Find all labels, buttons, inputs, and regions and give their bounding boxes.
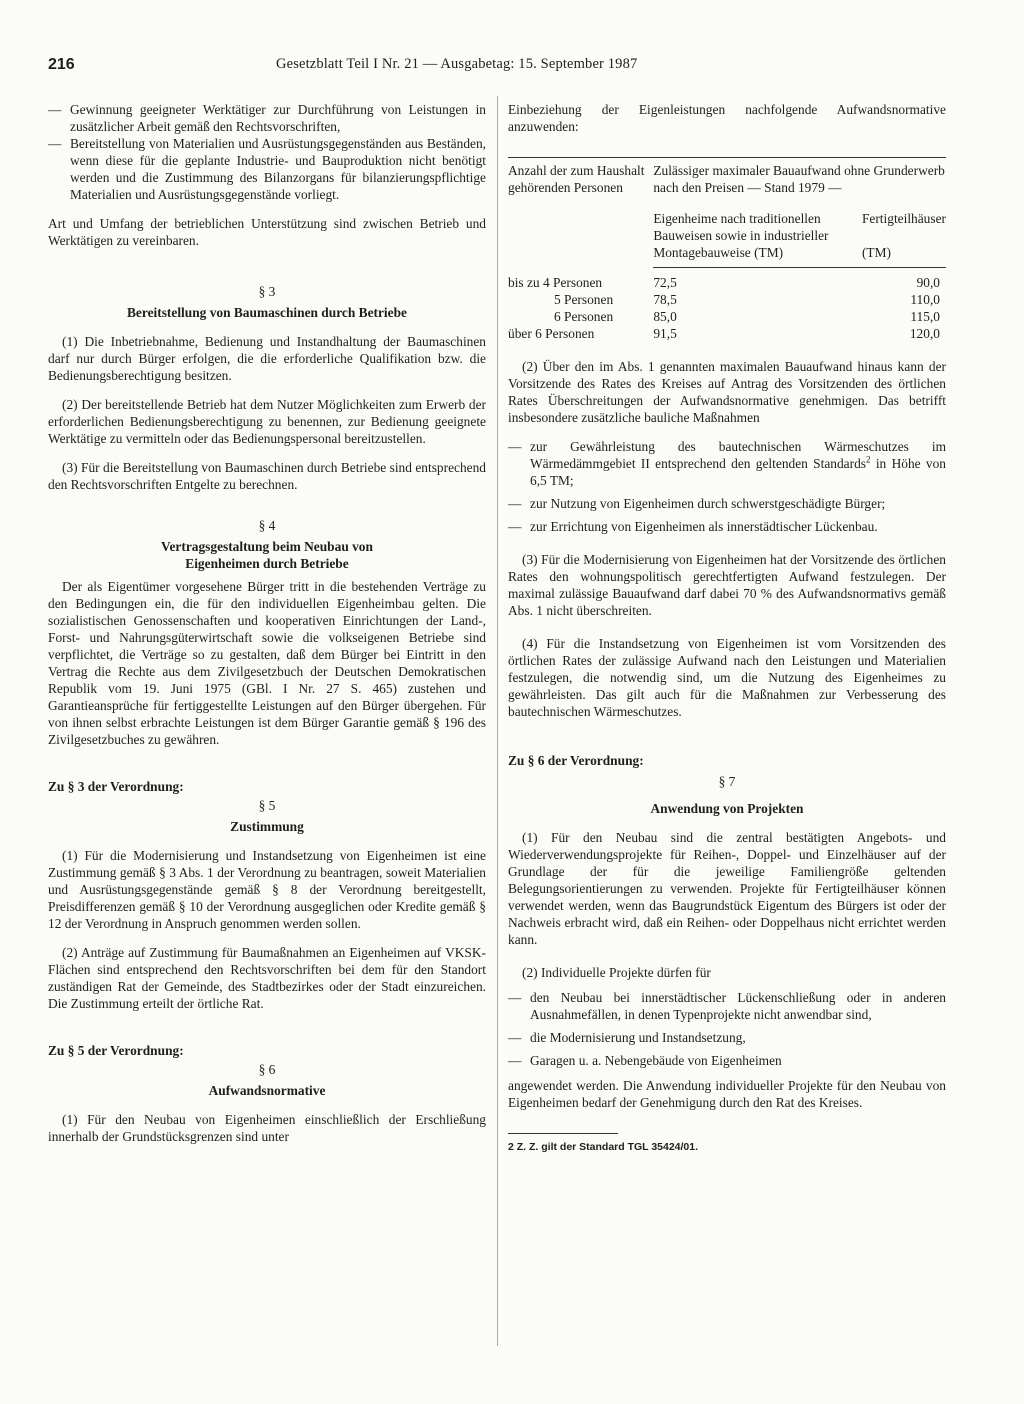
section-title-4-line1: Vertragsgestaltung beim Neubau von <box>161 539 373 554</box>
footnote: 2 Z. Z. gilt der Standard TGL 35424/01. <box>508 1141 699 1153</box>
table-cell-traditionell: 91,5 <box>653 326 677 341</box>
left-column <box>48 101 486 1145</box>
section-sign-3: § 3 <box>258 284 276 299</box>
dash-marker: — <box>48 102 62 117</box>
paragraph-s4-1: Der als Eigentümer vorgesehene Bürger tritt in die bestehenden Verträge zu den Bedingungen ein, die für den individuellen Eigenheimbau gelten. Die sozialistischen Genossenschaften und kooperativen Einrichtungen der Land-, Forst- und Nahrungsgüterwirtschaft sowie die volkseigenen Betriebe sind verpflichtet, die Verträge so zu gestalten, daß dem Bürger bei Eintritt in den Vertrag die Rechte aus dem Zivilgesetzbuch der Deutschen Demokratischen Republik vom 19. Juni 1975 (GBl. I Nr. 27 S. 465) zustehen und Garantieansprüche für fertiggestellte Leistungen auf den Bürger übergehen. Für von ihnen selbst erbrachte Leistungen ist dem Bürger Garantie gemäß § 196 des Zivilgesetzbuches zu gewähren. <box>48 579 486 747</box>
paragraph-s7-1: (1) Für den Neubau sind die zentral bestätigten Angebots- und Wiederverwendungsprojekte für Reihen-, Doppel- und Einzelhäuser auf der Grundlage der für die jeweilige Familiengröße geltenden Belegungsorientierungen zu verwenden. Projekte für Fertigteilhäuser können verwendet werden, wenn das Baugrundstück Eigentum des Bürgers ist oder der Nachweis erbracht wird, daß ein Reihen- oder Doppelhaus nicht errichtet werden kann. <box>508 830 946 947</box>
bullet-text: zur Gewährleistung des bautechnischen Wärmeschutzes im Wärmedämmgebiet II entsprechend den geltenden Standards <box>530 439 946 471</box>
aufwandsnormative-table <box>508 157 946 342</box>
paragraph-s3-3: (3) Für die Bereitstellung von Baumaschinen durch Betriebe sind entsprechend den Rechtsvorschriften Entgelte zu berechnen. <box>48 460 486 492</box>
section-sign-4: § 4 <box>258 518 276 533</box>
paragraph-s5-2: (2) Anträge auf Zustimmung für Baumaßnahmen an Eigenheimen auf VKSK-Flächen sind entsprechend den Rechtsvorschriften bei dem für den Standort zuständigen Rat der Gemeinde, des Stadtbezirkes oder der Stadt einzureichen. Die Zustimmung erteilt der örtliche Rat. <box>48 945 486 1011</box>
paragraph-s6-2: (2) Über den im Abs. 1 genannten maximalen Bauaufwand hinaus kann der Vorsitzende des Rates des Kreises auf Antrag des Vorsitzenden des örtlichen Rates Überschreitungen der Aufwandsnormative genehmigen. Das betrifft insbesondere zusätzliche bauliche Maßnahmen <box>508 359 946 425</box>
table-head-persons: Anzahl der zum Haushalt gehörenden Personen <box>508 158 653 268</box>
paragraph-s6-1: (1) Für den Neubau von Eigenheimen einschließlich der Erschließung innerhalb der Grundstücksgrenzen sind unter <box>48 1112 486 1144</box>
paragraph-s7-2: (2) Individuelle Projekte dürfen für <box>522 965 711 980</box>
section-title-4-line2: Eigenheimen durch Betriebe <box>185 556 349 571</box>
table-row <box>508 268 946 292</box>
list-item <box>508 518 946 535</box>
table-subhead-traditionell: Eigenheime nach traditionellen Bauweisen sowie in industrieller Montagebauweise (TM) <box>653 196 862 268</box>
paragraph-s5-1: (1) Für die Modernisierung und Instandsetzung von Eigenheimen ist eine Zustimmung gemäß § 3 Abs. 1 der Verordnung zu beantragen, soweit Materialien und Ausrüstungsgegenstände gemäß § 8 der Verordnung bereitgestellt, Preisdifferenzen gemäß § 10 der Verordnung ausgeglichen oder Kredite gemäß § 12 der Verordnung in Anspruch genommen werden sollen. <box>48 848 486 931</box>
bullet-text: Bereitstellung von Materialien und Ausrüstungsgegenständen aus Beständen, wenn diese für die geplante Industrie- und Bauproduktion nicht benötigt werden und die Zustimmung des Bilanzorgans für bilanzierungspflichtige Materialien und Ausrüstungsgegenstände vorliegt. <box>70 136 486 202</box>
bullet-text: zur Errichtung von Eigenheimen als innerstädtischer Lückenbau. <box>530 519 878 534</box>
list-item <box>508 495 946 512</box>
table-row <box>508 291 946 308</box>
table-subhead-fertigteil: Fertigteilhäuser (TM) <box>862 196 946 268</box>
table-cell-traditionell: 78,5 <box>653 292 677 307</box>
table-row <box>508 325 946 342</box>
list-item <box>48 101 486 135</box>
footnote-ref: 2 <box>866 454 871 465</box>
table-cell-fertigteil: 90,0 <box>916 275 940 290</box>
section-sign-5: § 5 <box>258 798 276 813</box>
table-cell-fertigteil: 110,0 <box>910 292 940 307</box>
dash-marker: — <box>508 496 522 511</box>
list-item <box>508 438 946 489</box>
paragraph-art-umfang: Art und Umfang der betrieblichen Unterstützung sind zwischen Betrieb und Werktätigen zu vereinbaren. <box>48 216 486 248</box>
zu-paragraph-5-heading: Zu § 5 der Verordnung: <box>48 1043 184 1058</box>
bullet-text-tail: in Höhe von 6,5 TM; <box>530 456 946 488</box>
table-cell-traditionell: 85,0 <box>653 309 677 324</box>
dash-marker: — <box>508 1030 522 1045</box>
zu-paragraph-3-heading: Zu § 3 der Verordnung: <box>48 779 184 794</box>
section-title-3: Bereitstellung von Baumaschinen durch Betriebe <box>127 305 407 320</box>
column-divider <box>497 96 498 1346</box>
page-number: 216 <box>48 56 75 73</box>
table-cell-persons: 6 Personen <box>554 309 614 324</box>
section-title-7: Anwendung von Projekten <box>650 801 804 816</box>
zu-paragraph-6-heading: Zu § 6 der Verordnung: <box>508 753 644 768</box>
section-title-5: Zustimmung <box>230 819 304 834</box>
table-cell-persons: 5 Personen <box>554 292 614 307</box>
section-title-6: Aufwandsnormative <box>208 1083 326 1098</box>
section-sign-6: § 6 <box>258 1062 276 1077</box>
list-item <box>508 1029 946 1046</box>
table-row <box>508 308 946 325</box>
list-item <box>48 135 486 203</box>
table-head-bauaufwand: Zulässiger maximaler Bauaufwand ohne Grunderwerb nach den Preisen — Stand 1979 — <box>653 158 946 197</box>
dash-marker: — <box>508 519 522 534</box>
paragraph-intro: Einbeziehung der Eigenleistungen nachfolgende Aufwandsnormative anzuwenden: <box>508 102 946 134</box>
table-cell-traditionell: 72,5 <box>653 275 677 290</box>
table-cell-fertigteil: 120,0 <box>909 326 940 341</box>
paragraph-s3-2: (2) Der bereitstellende Betrieb hat dem Nutzer Möglichkeiten zum Erwerb der erforderlichen Bedienungsberechtigung zu benennen, zur Bedienung geeignete Werktätige zu vermitteln oder das Bedienungspersonal bereitzustellen. <box>48 397 486 446</box>
list-item <box>508 989 946 1023</box>
footnote-rule <box>508 1133 618 1134</box>
bullet-text: die Modernisierung und Instandsetzung, <box>530 1030 746 1045</box>
right-column <box>508 101 946 1154</box>
dash-marker: — <box>48 136 62 151</box>
bullet-text: den Neubau bei innerstädtischer Lückenschließung oder in anderen Ausnahmefällen, in denen Typenprojekte nicht anwendbar sind, <box>530 990 946 1022</box>
table-cell-persons: über 6 Personen <box>508 326 595 341</box>
bullet-text: Gewinnung geeigneter Werktätiger zur Durchführung von Leistungen in zusätzlicher Arbeit gemäß den Rechtsvorschriften, <box>70 102 486 134</box>
paragraph-s6-3: (3) Für die Modernisierung von Eigenheimen hat der Vorsitzende des örtlichen Rates den wohnungspolitisch gerechtfertigten Aufwand festzulegen. Der maximal zulässige Bauaufwand darf dabei 70 % des Aufwandsnormativs gemäß Abs. 1 nicht überschreiten. <box>508 552 946 618</box>
running-head: Gesetzblatt Teil I Nr. 21 — Ausgabetag: 15. September 1987 <box>276 56 638 72</box>
paragraph-s6-4: (4) Für die Instandsetzung von Eigenheimen ist vom Vorsitzenden des örtlichen Rates der zulässige Aufwand nach den Leistungen und Materialien festzulegen, die notwendig sind, um die Nutzung des Eigenheimes zu gewährleisten. Das gilt auch für die Maßnahmen zur Verbesserung des bautechnischen Wärmeschutzes. <box>508 636 946 719</box>
dash-marker: — <box>508 439 522 454</box>
section-sign-7: § 7 <box>718 774 736 789</box>
table-cell-fertigteil: 115,0 <box>910 309 940 324</box>
paragraph-s7-3: angewendet werden. Die Anwendung individueller Projekte für den Neubau von Eigenheimen bedarf der Genehmigung durch den Rat des Kreises. <box>508 1078 946 1110</box>
dash-marker: — <box>508 1053 522 1068</box>
list-item <box>508 1052 946 1069</box>
bullet-text: zur Nutzung von Eigenheimen durch schwerstgeschädigte Bürger; <box>530 496 886 511</box>
dash-marker: — <box>508 990 522 1005</box>
paragraph-s3-1: (1) Die Inbetriebnahme, Bedienung und Instandhaltung der Baumaschinen darf nur durch Bürger erfolgen, die die erforderliche Qualifikation bzw. die Bedienungsberechtigung besitzen. <box>48 334 486 383</box>
bullet-text: Garagen u. a. Nebengebäude von Eigenheimen <box>530 1053 782 1068</box>
table-cell-persons: bis zu 4 Personen <box>508 274 603 290</box>
